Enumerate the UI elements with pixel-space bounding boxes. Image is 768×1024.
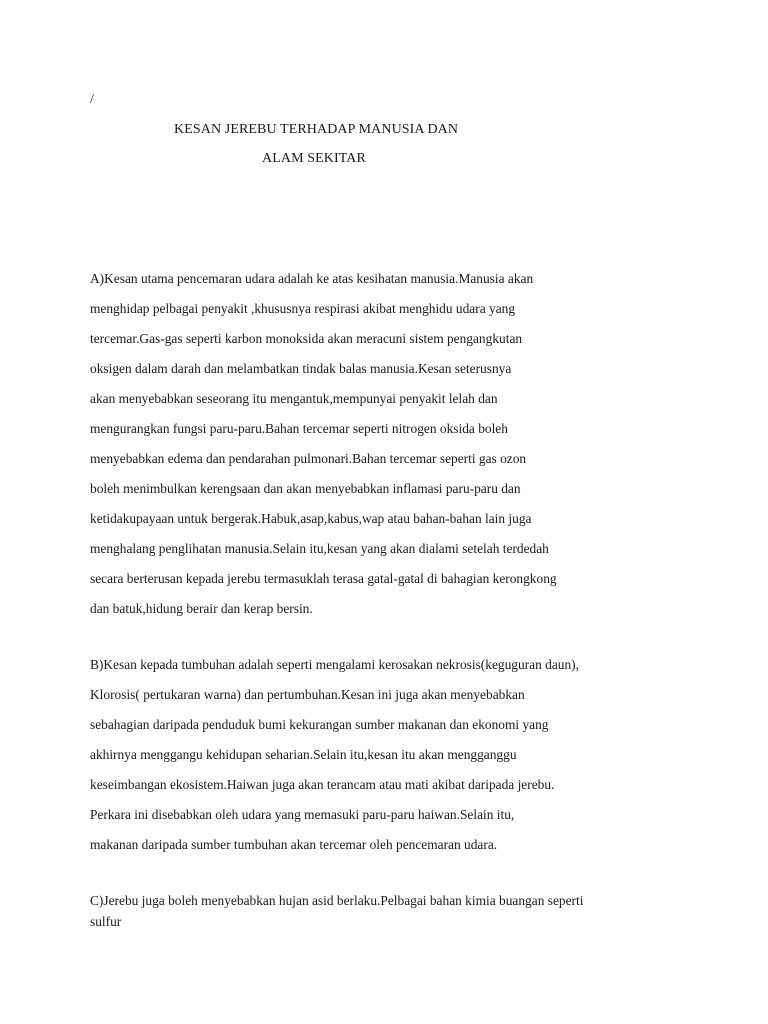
paragraph-line: oksigen dalam darah dan melambatkan tindak balas manusia.Kesan seterusnya (90, 361, 512, 376)
paragraph-line: menghalang penglihatan manusia.Selain itu,kesan yang akan dialami setelah terdedah (90, 541, 549, 556)
paragraph-line: mengurangkan fungsi paru-paru.Bahan tercemar seperti nitrogen oksida boleh (90, 421, 508, 436)
paragraph-line: ketidakupayaan untuk bergerak.Habuk,asap,kabus,wap atau bahan-bahan lain juga (90, 511, 532, 526)
paragraph-a (90, 271, 670, 631)
paragraph-line: menghidap pelbagai penyakit ,khususnya respirasi akibat menghidu udara yang (90, 301, 516, 316)
paragraph-line: menyebabkan edema dan pendarahan pulmonari.Bahan tercemar seperti gas ozon (90, 451, 527, 466)
document-title-line-1: KESAN JEREBU TERHADAP MANUSIA DAN (174, 122, 459, 137)
paragraph-line: Klorosis( pertukaran warna) dan pertumbuhan.Kesan ini juga akan menyebabkan (90, 687, 525, 702)
paragraph-line: B)Kesan kepada tumbuhan adalah seperti mengalami kerosakan nekrosis(keguguran daun), (90, 657, 579, 672)
paragraph-line: sebahagian daripada penduduk bumi kekurangan sumber makanan dan ekonomi yang (90, 717, 549, 732)
page-marker: / (90, 92, 94, 107)
paragraph-b (90, 657, 670, 867)
paragraph-line: A)Kesan utama pencemaran udara adalah ke atas kesihatan manusia.Manusia akan (90, 271, 534, 286)
paragraph-line: secara berterusan kepada jerebu termasuklah terasa gatal-gatal di bahagian kerongkong (90, 571, 557, 586)
paragraph-line: Perkara ini disebabkan oleh udara yang memasuki paru-paru haiwan.Selain itu, (90, 807, 515, 822)
paragraph-line: makanan daripada sumber tumbuhan akan tercemar oleh pencemaran udara. (90, 837, 498, 852)
paragraph-line: keseimbangan ekosistem.Haiwan juga akan terancam atau mati akibat daripada jerebu. (90, 777, 555, 792)
document-title-line-2: ALAM SEKITAR (262, 151, 366, 166)
paragraph-line: sulfur (90, 914, 122, 929)
paragraph-line: tercemar.Gas-gas seperti karbon monoksida akan meracuni sistem pengangkutan (90, 331, 523, 346)
paragraph-line: C)Jerebu juga boleh menyebabkan hujan asid berlaku.Pelbagai bahan kimia buangan seperti (90, 893, 584, 908)
paragraph-line: akhirnya menggangu kehidupan seharian.Selain itu,kesan itu akan mengganggu (90, 747, 517, 762)
paragraph-line: dan batuk,hidung berair dan kerap bersin. (90, 601, 313, 616)
paragraph-c (90, 893, 670, 935)
paragraph-line: boleh menimbulkan kerengsaan dan akan menyebabkan inflamasi paru-paru dan (90, 481, 521, 496)
paragraph-line: akan menyebabkan seseorang itu mengantuk,mempunyai penyakit lelah dan (90, 391, 498, 406)
